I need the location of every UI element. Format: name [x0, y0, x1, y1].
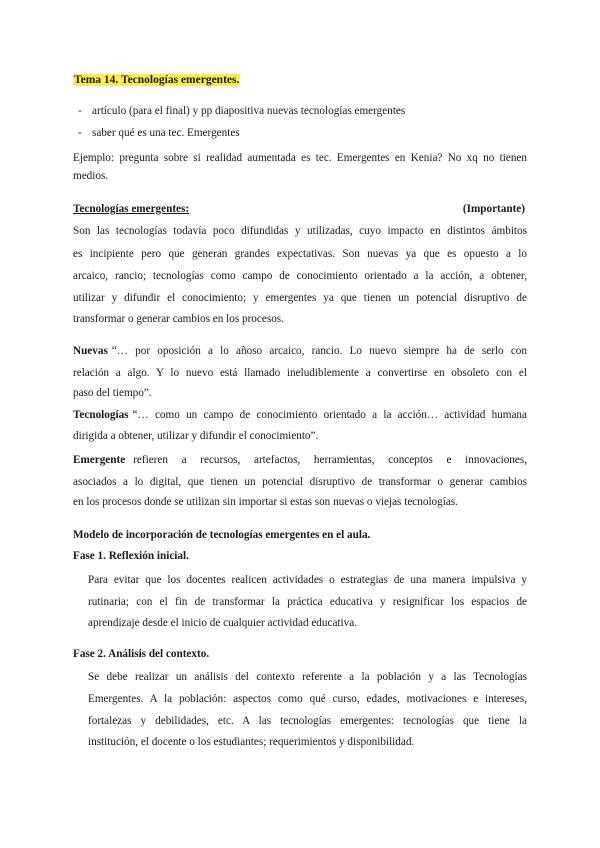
- phase2-line: Emergentes. A la población: aspectos como qué curso, edades, motivaciones e intereses,: [88, 693, 527, 705]
- bullet-dash: -: [78, 105, 82, 117]
- phase1-line: Para evitar que los docentes realicen actividades o estrategias de una manera impulsiva y: [88, 574, 527, 586]
- definition-line: arcaico, rancio; tecnologías como campo de conocimiento orientado a la acción, a obtener,: [73, 270, 527, 282]
- nuevas-line-3: paso del tiempo”.: [73, 387, 152, 399]
- emergente-line-2: asociados a lo digital, que tienen un potencial disruptivo de transformar o generar cambios: [73, 476, 527, 488]
- definition-line: Son las tecnologías todavía poco difundidas y utilizadas, cuyo impacto en distintos ámbitos: [73, 225, 527, 237]
- definition-note: (Importante): [462, 203, 525, 215]
- title-highlight: Tema 14. Tecnologías emergentes.: [74, 74, 240, 86]
- phase2-line: Se debe realizar un análisis del contexto referente a la población y a las Tecnologías: [88, 671, 527, 683]
- definition-line: utilizar y difundir el conocimiento; y emergentes ya que tienen un potencial disruptivo de: [73, 292, 527, 304]
- document-title: [73, 74, 240, 86]
- emergente-line-3: en los procesos donde se utilizan sin importar si estas son nuevas o viejas tecnologías.: [73, 496, 458, 508]
- nuevas-text: “… por oposición a lo añoso arcaico, rancio. Lo nuevo siempre ha de serlo con: [111, 345, 527, 357]
- tecnologias-term: Tecnologías: [73, 409, 129, 421]
- tecnologias-text: “… como un campo de conocimiento orientado a la acción… actividad humana: [132, 409, 527, 421]
- tecnologias-line-2: dirigida a obtener, utilizar y difundir el conocimiento”.: [73, 430, 319, 442]
- phase2-line: institución, el docente o los estudiantes; requerimientos y disponibilidad.: [88, 736, 415, 748]
- definition-line: es incipiente pero que generan grandes expectativas. Son nuevas ya que es opuesto a lo: [73, 248, 527, 260]
- model-heading: Modelo de incorporación de tecnologías emergentes en el aula.: [73, 529, 371, 541]
- nuevas-line-2: relación a algo. Y lo nuevo está llamado ineludiblemente a convertirse en obsoleto con el: [73, 367, 527, 379]
- emergente-term: Emergente: [73, 454, 126, 466]
- phase2-title: Fase 2. Análisis del contexto.: [73, 648, 210, 660]
- phase1-title: Fase 1. Reflexión inicial.: [73, 550, 189, 562]
- phase1-line: rutinaria; con el fin de transformar la práctica educativa y resignificar los espacios de: [88, 596, 527, 608]
- bullet-text: saber qué es una tec. Emergentes: [92, 127, 240, 139]
- definition-heading: Tecnologías emergentes:: [73, 203, 190, 215]
- example-line-1: Ejemplo: pregunta sobre si realidad aumentada es tec. Emergentes en Kenia? No xq no tienen: [73, 152, 527, 164]
- tecnologias-line-1: [73, 408, 527, 422]
- nuevas-line-1: [73, 344, 527, 358]
- emergente-text: refieren a recursos, artefactos, herramientas, conceptos e innovaciones,: [133, 454, 527, 466]
- phase1-line: aprendizaje desde el inicio de cualquier actividad educativa.: [88, 617, 357, 629]
- bullet-dash: -: [78, 127, 82, 139]
- nuevas-term: Nuevas: [73, 345, 108, 357]
- example-line-2: medios.: [73, 170, 109, 182]
- bullet-text: artículo (para el final) y pp diapositiva nuevas tecnologías emergentes: [92, 105, 406, 117]
- emergente-line-1: [73, 453, 527, 467]
- definition-line: transformar o generar cambios en los procesos.: [73, 313, 284, 325]
- phase2-line: fortalezas y debilidades, etc. A las tecnologías emergentes: tecnologías que tiene la: [88, 715, 527, 727]
